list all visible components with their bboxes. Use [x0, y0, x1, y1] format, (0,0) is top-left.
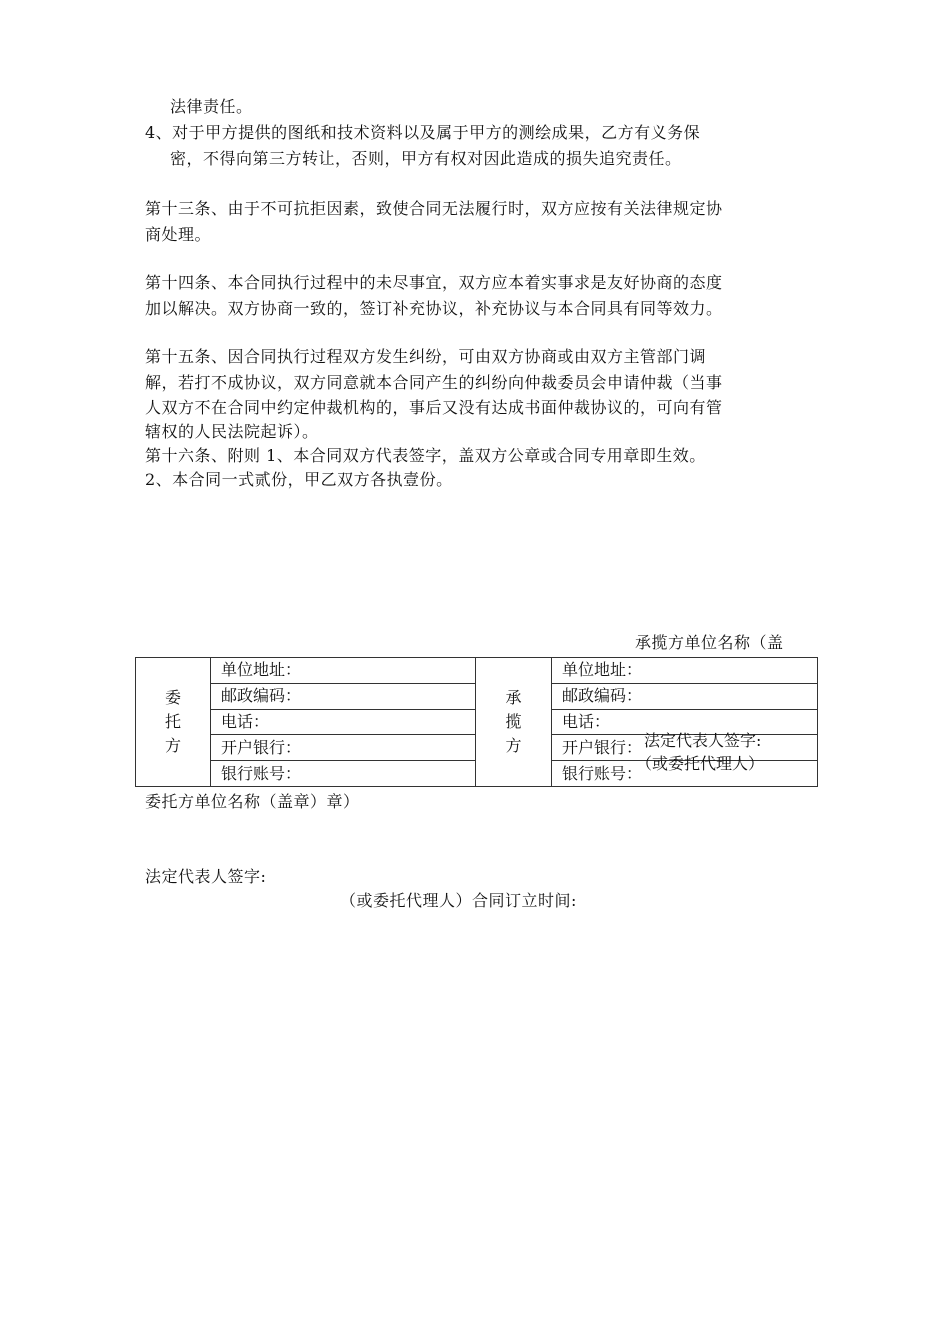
body-line: 第十六条、附则 1、本合同双方代表签字，盖双方公章或合同专用章即生效。	[145, 446, 706, 465]
legal-rep-label: 法定代表人签字:	[145, 867, 267, 886]
client-phone-cell: 电话：	[211, 709, 476, 735]
contractor-side-label: 承揽方	[476, 658, 552, 787]
agent-time-label: （或委托代理人）合同订立时间:	[340, 891, 577, 910]
client-account-cell: 银行账号：	[211, 761, 476, 787]
overlay-legal-rep-sign: 法定代表人签字:	[644, 731, 762, 750]
contractor-name-label: 承揽方单位名称（盖	[635, 633, 784, 652]
body-line: 第十四条、本合同执行过程中的未尽事宜，双方应本着实事求是友好协商的态度	[145, 273, 723, 292]
body-line: 人双方不在合同中约定仲裁机构的，事后又没有达成书面仲裁协议的，可向有管	[145, 398, 723, 417]
contractor-postcode-cell: 邮政编码：	[552, 683, 818, 709]
body-line: 4、对于甲方提供的图纸和技术资料以及属于甲方的测绘成果，乙方有义务保	[145, 123, 701, 142]
body-line: 第十五条、因合同执行过程双方发生纠纷，可由双方协商或由双方主管部门调	[145, 347, 707, 366]
client-address-cell: 单位地址：	[211, 658, 476, 684]
body-line: 商处理。	[145, 225, 212, 244]
overlay-agent: （或委托代理人）	[636, 754, 765, 773]
client-postcode-cell: 邮政编码：	[211, 683, 476, 709]
body-line: 2、本合同一式贰份，甲乙双方各执壹份。	[145, 470, 453, 489]
body-line: 解，若打不成协议，双方同意就本合同产生的纠纷向仲裁委员会申请仲裁（当事	[145, 373, 723, 392]
contractor-phone-cell: 电话：	[552, 709, 818, 735]
contractor-account-cell: 银行账号：	[552, 761, 818, 787]
body-line: 辖权的人民法院起诉）。	[145, 422, 319, 441]
body-line: 密，不得向第三方转让，否则，甲方有权对因此造成的损失追究责任。	[170, 149, 682, 168]
client-name-label: 委托方单位名称（盖章）章）	[145, 792, 360, 811]
contractor-address-cell: 单位地址：	[552, 658, 818, 684]
body-line: 加以解决。双方协商一致的，签订补充协议，补充协议与本合同具有同等效力。	[145, 299, 723, 318]
client-side-label: 委托方	[136, 658, 211, 787]
contractor-bank-cell: 开户银行：	[552, 735, 818, 761]
body-line: 法律责任。	[170, 97, 253, 116]
client-bank-cell: 开户银行：	[211, 735, 476, 761]
body-line: 第十三条、由于不可抗拒因素，致使合同无法履行时，双方应按有关法律规定协	[145, 199, 723, 218]
